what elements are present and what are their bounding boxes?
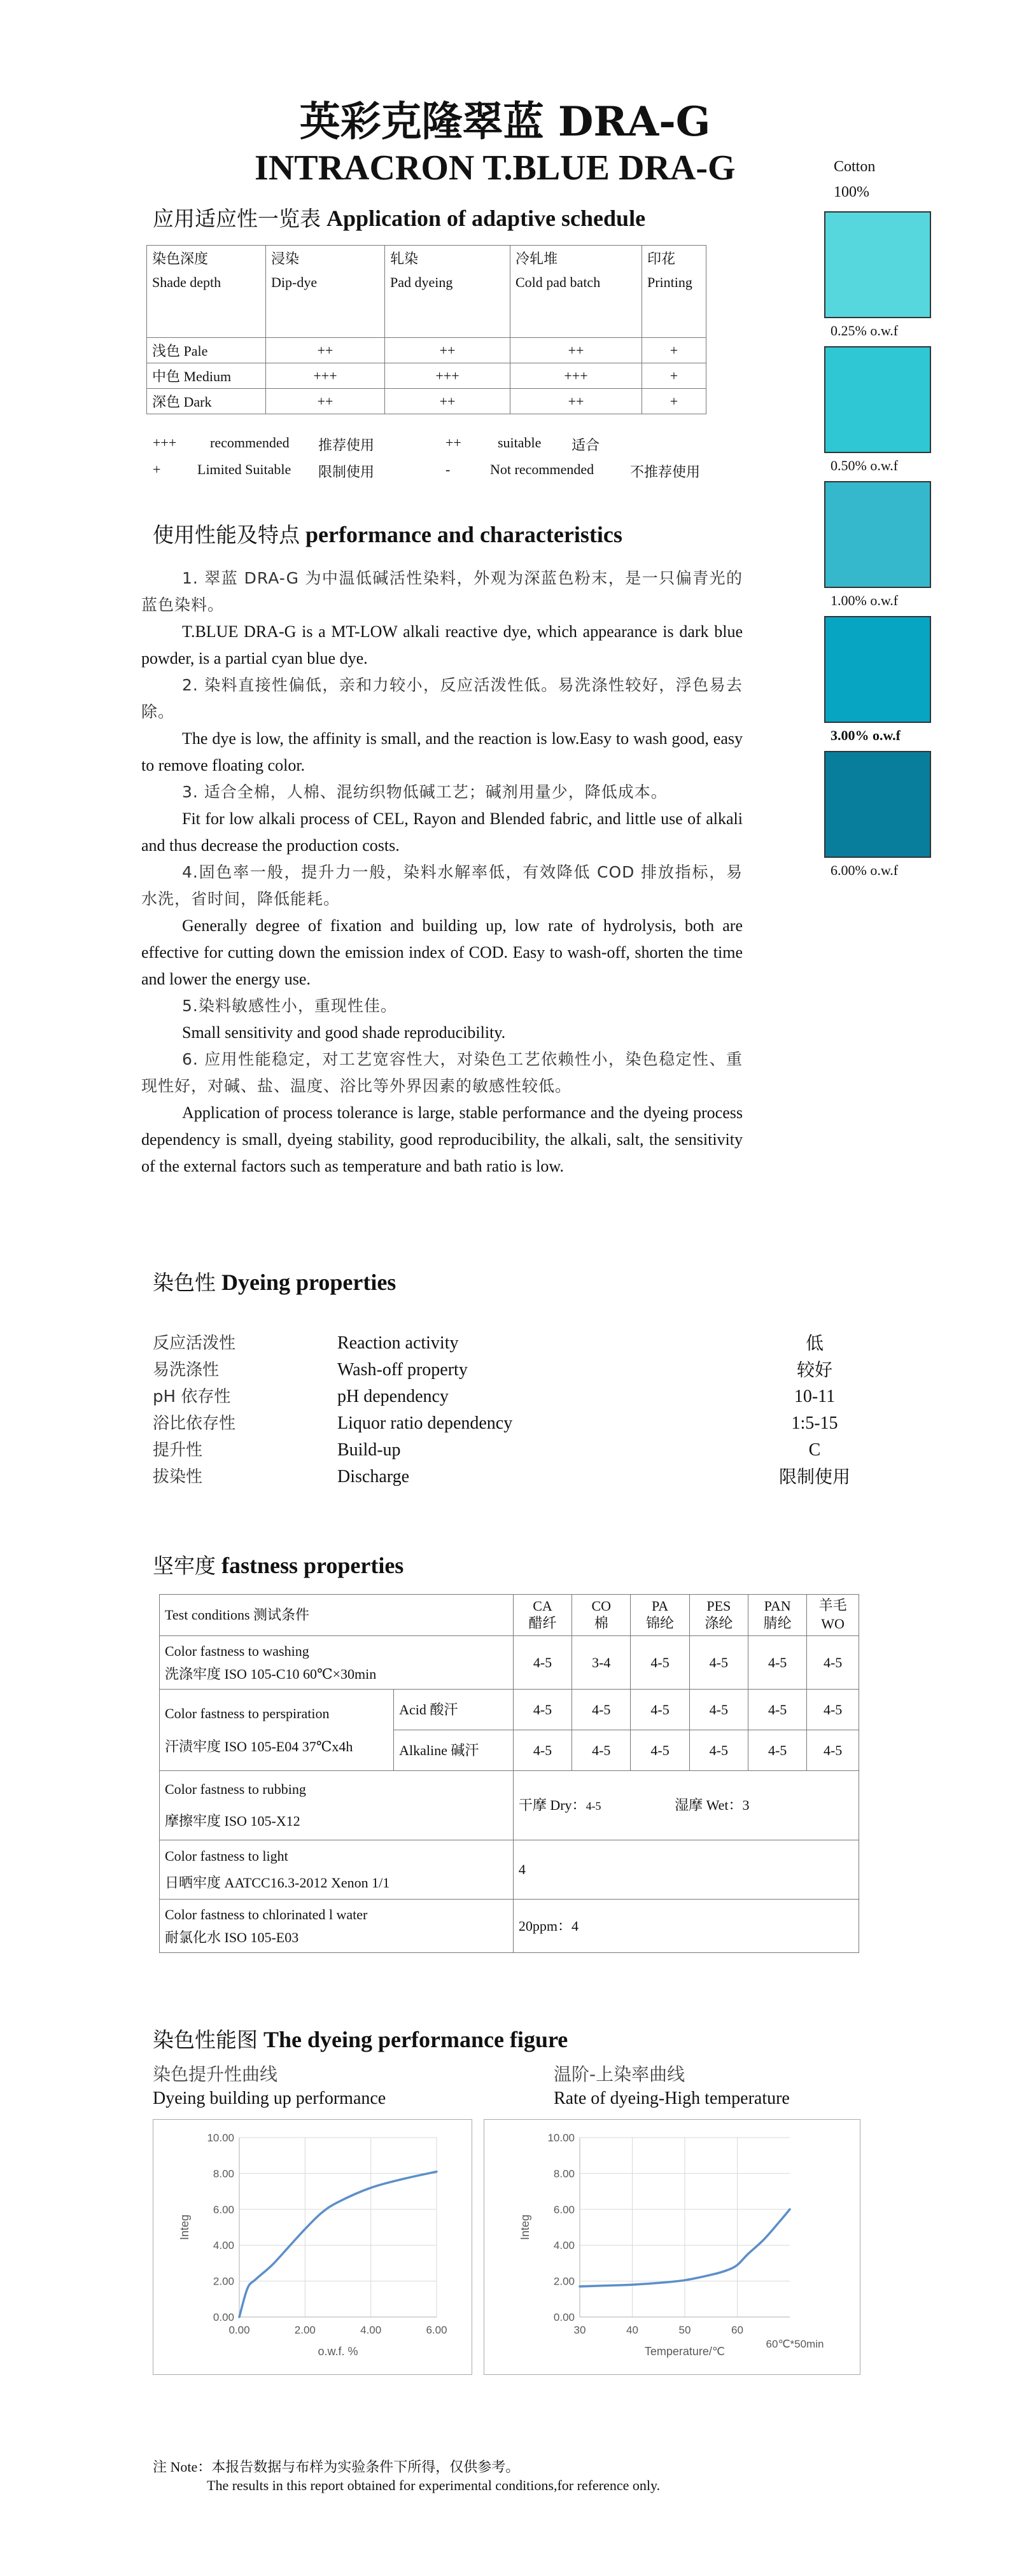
x-tick-label: 40 [626,2324,638,2336]
x-tick-label: 4.00 [360,2324,382,2336]
table-row [160,1771,859,1840]
paragraph: 1. 翠蓝 DRA-G 为中温低碱活性染料，外观为深蓝色粉末，是一只偏青光的蓝色染料。 [141,569,743,614]
paragraph: 5.染料敏感性小，重现性佳。 [182,997,397,1015]
header-cold-pad-batch: 冷轧堆 Cold pad batch [510,246,642,338]
table-row [160,1690,859,1730]
alkaline-label: Alkaline 碱汗 [394,1730,514,1771]
list-item: 易洗涤性 Wash-off property 较好 [153,1359,832,1380]
paragraph: The dye is low, the affinity is small, and the reaction is low.Easy to wash good, easy to remove floating color. [141,729,743,774]
cell: ++ [510,389,642,414]
rubbing-values: 干摩 Dry：4-5 湿摩 Wet：3 [513,1771,859,1840]
row-label: 浅色 Pale [147,338,266,363]
performance-text [141,565,743,1180]
legend-zh: 限制使用 [318,465,375,480]
y-tick-label: 4.00 [553,2239,575,2252]
x-axis-label: o.w.f. % [318,2345,358,2358]
color-swatch [824,751,931,858]
color-swatch [824,346,931,453]
header-pad-dyeing: 轧染 Pad dyeing [385,246,510,338]
cell: 4-5 [689,1730,748,1771]
cell: 4-5 [572,1690,631,1730]
application-heading: 应用适应性一览表 Application of adaptive schedule [153,206,646,231]
y-tick-label: 10.00 [207,2132,234,2144]
cell: +++ [266,363,385,389]
cell: 3-4 [572,1636,631,1690]
cell: 4-5 [748,1636,806,1690]
application-header-row [147,246,706,338]
fastness-table [159,1594,859,1953]
cell: + [642,363,706,389]
chart2-container [484,2119,860,2375]
chart2-title-zh: 温阶-上染率曲线 [554,2064,685,2085]
swatch-header [834,154,875,205]
table-row [147,389,706,414]
x-tick-label: 50 [678,2324,691,2336]
cell: 4-5 [631,1690,689,1730]
legend-en: suitable [498,435,542,451]
light-value: 4 [513,1840,859,1900]
paragraph: Fit for low alkali process of CEL, Rayon and Blended fabric, and little use of alkali and thus decrease the production costs. [141,809,743,855]
y-tick-label: 4.00 [213,2239,234,2252]
test-conditions-header: Test conditions 测试条件 [160,1595,514,1636]
cell: ++ [266,338,385,363]
legend-en: Not recommended [490,461,594,477]
cell: ++ [510,338,642,363]
color-swatch [824,616,931,723]
legend-symbol: - [445,461,451,477]
cell: 4-5 [631,1730,689,1771]
list-item: pH 依存性 pH dependency 10-11 [153,1387,836,1406]
cell: 4-5 [807,1730,859,1771]
header-printing: 印花 Printing [642,246,706,338]
cell: ++ [385,389,510,414]
rubbing-label: Color fastness to rubbing 摩擦牢度 ISO 105-X12 [160,1771,514,1840]
cell: 4-5 [572,1730,631,1771]
swatch-header-fabric: Cotton [834,158,876,175]
list-item: 反应活泼性 Reaction activity 低 [153,1333,824,1354]
swatch-label: 6.00% o.w.f [831,862,899,878]
x-tick-label: 60 [731,2324,743,2336]
x-tick-label: 30 [573,2324,586,2336]
list-item: 提升性 Build-up C [153,1440,821,1460]
paragraph: T.BLUE DRA-G is a MT-LOW alkali reactive dye, which appearance is dark blue powder, is a partial cyan blue dye. [141,622,743,668]
legend-symbol: ++ [445,435,461,451]
light-label: Color fastness to light 日晒牢度 AATCC16.3-2012 Xenon 1/1 [160,1840,514,1900]
legend-zh: 推荐使用 [318,438,375,454]
y-tick-label: 8.00 [213,2167,234,2180]
cell: 4-5 [513,1690,572,1730]
note-line1: 注 Note：本报告数据与布样为实验条件下所得，仅供参考。 [153,2459,520,2475]
legend-symbol: + [153,461,161,477]
table-row [160,1636,859,1690]
cell: 4-5 [513,1636,572,1690]
cell: 4-5 [807,1636,859,1690]
fiber-header: 羊毛 WO [807,1595,859,1636]
chart2-svg [484,2120,860,2374]
paragraph: Application of process tolerance is large, stable performance and the dyeing process dependency is small, dyeing stability, good reproducibility, the alkali, salt, the sensitivity of the external factors such as temperature and bath ratio is low. [141,1103,743,1175]
row-label: 中色 Medium [147,363,266,389]
chart1-title: Dyeing building up performance [153,2089,386,2108]
y-axis-label: Integ [178,2214,191,2241]
legend-zh: 不推荐使用 [630,465,701,480]
y-tick-label: 0.00 [553,2311,575,2323]
swatch-label: 0.25% o.w.f [831,323,899,339]
swatch-label: 0.50% o.w.f [831,458,899,473]
paragraph: 2. 染料直接性偏低，亲和力较小，反应活泼性低。易洗涤性较好，浮色易去除。 [141,676,743,721]
cell: 4-5 [689,1636,748,1690]
legend-symbol: +++ [153,435,177,451]
cell: ++ [385,338,510,363]
x-tick-label: 0.00 [228,2324,250,2336]
note-line2: The results in this report obtained for experimental conditions,for reference only. [207,2477,661,2493]
washing-label: Color fastness to washing 洗涤牢度 ISO 105-C10 60℃×30min [160,1636,514,1690]
cell: 4-5 [513,1730,572,1771]
title-en: INTRACRON T.BLUE DRA-G [255,148,736,188]
cell: 4-5 [631,1636,689,1690]
fiber-header: CA 醋纤 [513,1595,572,1636]
x-tick-label: 6.00 [426,2324,447,2336]
y-tick-label: 2.00 [553,2275,575,2288]
color-swatch [824,481,931,588]
application-table [146,245,706,414]
table-row [160,1900,859,1953]
figure-heading: 染色性能图 The dyeing performance figure [153,2027,568,2052]
paragraph: 4.固色率一般，提升力一般，染料水解率低，有效降低 COD 排放指标，易水洗，省时间，降低能耗。 [141,863,743,908]
list-item: 拔染性 Discharge 限制使用 [153,1466,850,1487]
y-tick-label: 6.00 [553,2203,575,2216]
chart1-container [153,2119,472,2375]
fiber-header: CO 棉 [572,1595,631,1636]
fiber-header: PA 锦纶 [631,1595,689,1636]
cell: + [642,389,706,414]
header-shade-depth: 染色深度 Shade depth [147,246,266,338]
y-tick-label: 0.00 [213,2311,234,2323]
row-label: 深色 Dark [147,389,266,414]
fastness-header-row [160,1595,859,1636]
performance-heading: 使用性能及特点 performance and characteristics [153,522,622,547]
legend-en: recommended [210,435,290,451]
swatch-header-percent: 100% [834,184,869,200]
cell: +++ [510,363,642,389]
y-tick-label: 2.00 [213,2275,234,2288]
paragraph: 3. 适合全棉，人棉、混纺织物低碱工艺；碱剂用量少，降低成本。 [182,783,668,801]
acid-label: Acid 酸汗 [394,1690,514,1730]
legend-en: Limited Suitable [197,461,291,477]
header-dip-dye: 浸染 Dip-dye [266,246,385,338]
dyeing-properties-heading: 染色性 Dyeing properties [153,1270,396,1295]
table-row [147,363,706,389]
title-zh: 英彩克隆翠蓝 DRA-G [299,98,711,146]
application-legend [146,435,751,486]
list-item: 浴比依存性 Liquor ratio dependency 1:5-15 [153,1413,838,1433]
cell: 4-5 [807,1690,859,1730]
chart-annotation: 60℃*50min [766,2338,824,2350]
fastness-heading: 坚牢度 fastness properties [153,1553,404,1578]
perspiration-label: Color fastness to perspiration 汗渍牢度 ISO 105-E04 37℃x4h [160,1690,394,1771]
y-axis-label: Integ [519,2214,531,2241]
cell: 4-5 [748,1690,806,1730]
dyeing-properties-list [153,1330,878,1490]
cell: 4-5 [748,1730,806,1771]
fiber-header: PAN 腈纶 [748,1595,806,1636]
paragraph: Generally degree of fixation and building up, low rate of hydrolysis, both are effective for cutting down the emission index of COD. Easy to wash-off, shorten the time and lower the energy use. [141,916,743,988]
chart1-svg [153,2120,472,2374]
y-tick-label: 10.00 [547,2132,575,2144]
chlorinated-value: 20ppm：4 [513,1900,859,1953]
legend-zh: 适合 [572,438,600,454]
cell: 4-5 [689,1690,748,1730]
x-tick-label: 2.00 [294,2324,316,2336]
chart1-title-zh: 染色提升性曲线 [153,2064,278,2085]
paragraph: Small sensitivity and good shade reproducibility. [182,1023,506,1042]
x-axis-label: Temperature/℃ [644,2345,726,2358]
swatch-label: 1.00% o.w.f [831,592,899,608]
y-tick-label: 6.00 [213,2203,234,2216]
cell: +++ [385,363,510,389]
cell: + [642,338,706,363]
series-line [239,2172,437,2317]
chlorinated-label: Color fastness to chlorinated l water 耐氯化水 ISO 105-E03 [160,1900,514,1953]
color-swatch [824,211,931,318]
table-row [147,338,706,363]
cell: ++ [266,389,385,414]
table-row [160,1840,859,1900]
chart2-title: Rate of dyeing-High temperature [554,2089,790,2108]
swatch-label: 3.00% o.w.f [831,727,901,743]
y-tick-label: 8.00 [553,2167,575,2180]
paragraph: 6. 应用性能稳定，对工艺宽容性大，对染色工艺依赖性小，染色稳定性、重现性好，对碱、盐、温度、浴比等外界因素的敏感性较低。 [141,1050,743,1095]
fiber-header: PES 涤纶 [689,1595,748,1636]
